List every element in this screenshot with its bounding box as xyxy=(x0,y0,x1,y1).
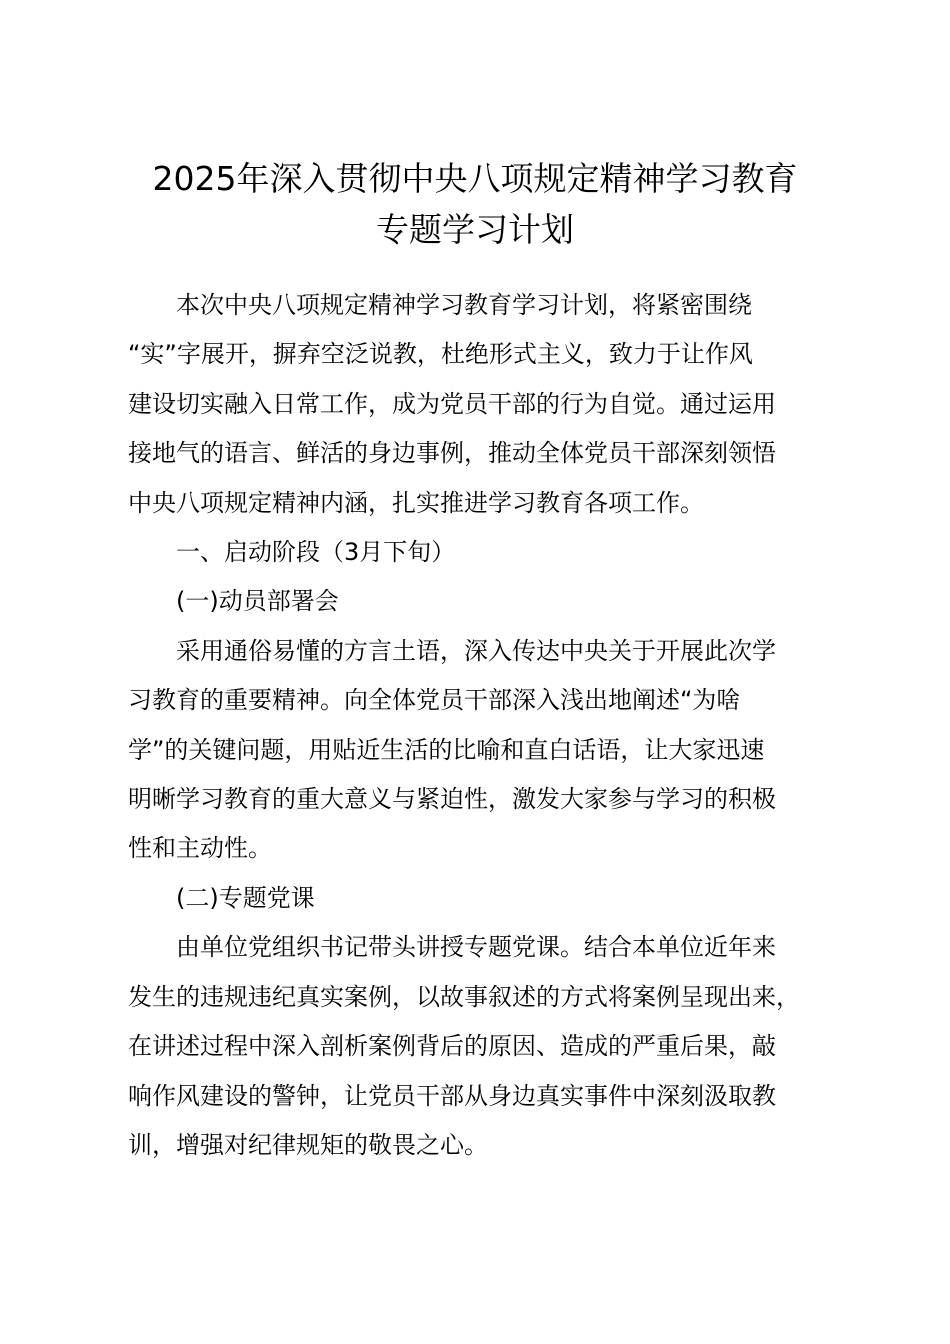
party-lecture-line: 响作风建设的警钟，让党员干部从身边真实事件中深刻汲取教 xyxy=(128,1081,776,1110)
document-title-line-2: 专题学习计划 xyxy=(376,210,574,249)
intro-paragraph xyxy=(128,281,838,528)
document-body xyxy=(128,281,838,1170)
document-title-line-1: 2025年深入贯彻中央八项规定精神学习教育 xyxy=(152,159,798,198)
party-lecture-line: 由单位党组织书记带头讲授专题党课。结合本单位近年来 xyxy=(176,933,776,962)
mobilization-line: 习教育的重要精神。向全体党员干部深入浅出地阐述“为啥 xyxy=(128,686,741,715)
party-lecture-line: 在讲述过程中深入剖析案例背后的原因、造成的严重后果，敲 xyxy=(128,1032,776,1061)
intro-line: 建设切实融入日常工作，成为党员干部的行为自觉。通过运用 xyxy=(128,389,776,418)
intro-line: 接地气的语言、鲜活的身边事例，推动全体党员干部深刻领悟 xyxy=(128,439,776,468)
mobilization-paragraph xyxy=(128,627,838,874)
intro-line: 中央八项规定精神内涵，扎实推进学习教育各项工作。 xyxy=(128,488,704,517)
intro-line: 本次中央八项规定精神学习教育学习计划，将紧密围绕 xyxy=(176,291,752,319)
subsection-heading-mobilization: (一)动员部署会 xyxy=(176,587,339,616)
mobilization-line: 明晰学习教育的重大意义与紧迫性，激发大家参与学习的积极 xyxy=(128,785,776,814)
subsection-heading-party-lecture: (二)专题党课 xyxy=(176,883,315,912)
mobilization-line: 性和主动性。 xyxy=(128,834,272,863)
party-lecture-line: 训，增强对纪律规矩的敬畏之心。 xyxy=(128,1130,488,1159)
party-lecture-line: 发生的违规违纪真实案例，以故事叙述的方式将案例呈现出来， xyxy=(128,982,800,1011)
section-heading-start-phase: 一、启动阶段（3月下旬） xyxy=(176,538,456,567)
mobilization-line: 学”的关键问题，用贴近生活的比喻和直白话语，让大家迅速 xyxy=(128,735,765,764)
party-lecture-paragraph xyxy=(128,923,838,1170)
intro-line: “实”字展开，摒弃空泛说教，杜绝形式主义，致力于让作风 xyxy=(128,340,753,369)
mobilization-line: 采用通俗易懂的方言土语，深入传达中央关于开展此次学 xyxy=(176,636,776,665)
